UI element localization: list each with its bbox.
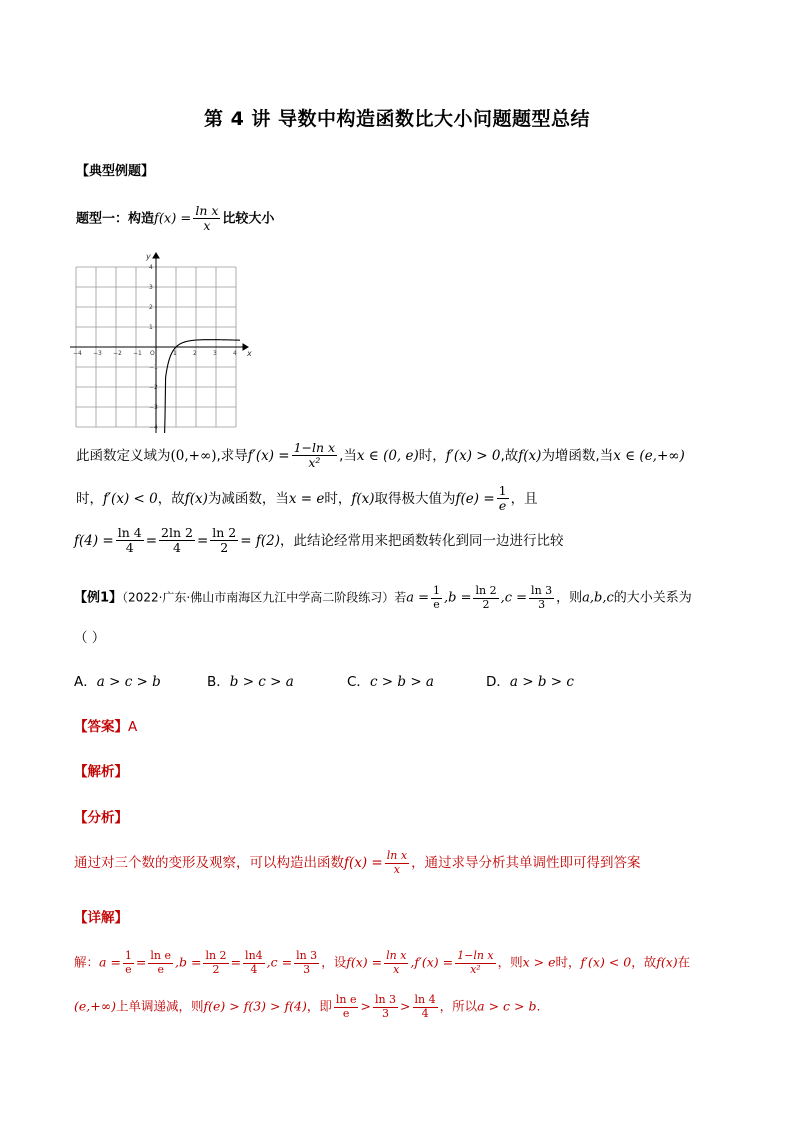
frac-num: 1 <box>498 483 507 498</box>
text: 时， <box>76 490 103 507</box>
equals: = <box>230 954 242 970</box>
text: 时， <box>324 490 352 507</box>
analysis-line-2 <box>76 484 538 514</box>
frac-num: ln 4 <box>414 993 436 1006</box>
text: 为增函数,当 <box>541 447 614 464</box>
fraction <box>373 994 398 1020</box>
function-graph <box>70 252 255 431</box>
fraction <box>123 950 134 976</box>
type1-frac-den: x <box>203 218 211 234</box>
origin-label: O <box>150 350 155 357</box>
func: f(x) = <box>344 855 383 872</box>
y-axis-label: y <box>146 252 151 261</box>
x-tick-label: −2 <box>113 350 122 357</box>
frac-num: ln 2 <box>205 949 227 962</box>
text: ,故 <box>500 447 519 464</box>
a-eq: a = <box>406 590 429 606</box>
text: ,求导 <box>216 447 248 464</box>
fraction <box>529 585 554 611</box>
analysis-label: 【分析】 <box>74 810 128 826</box>
option-key: D． <box>486 674 510 690</box>
option-d[interactable] <box>486 670 574 690</box>
frac-num: ln x <box>386 949 407 962</box>
frac-den: 4 <box>125 540 134 556</box>
option-text: c > b > a <box>369 674 434 690</box>
x-tick-label: −4 <box>73 350 82 357</box>
fraction <box>210 526 238 556</box>
domain: (0,+∞) <box>170 447 217 464</box>
text: 时， <box>555 954 581 970</box>
interval-2: x ∈ (e,+∞) <box>613 447 685 464</box>
frac-num: 1−ln x <box>457 949 494 962</box>
greater-than: > <box>360 998 371 1014</box>
page-title: 第 4 讲 导数中构造函数比大小问题题型总结 <box>203 108 591 130</box>
derivative-fraction <box>292 441 338 471</box>
type1-suffix: 比较大小 <box>222 211 275 227</box>
equals: = <box>135 954 147 970</box>
answer-blank: （ ） <box>74 630 106 646</box>
option-b[interactable] <box>207 670 294 690</box>
fraction <box>294 950 319 976</box>
option-text: a > b > c <box>509 674 574 690</box>
frac-num: 1−ln x <box>293 440 336 455</box>
text: ，通过求导分析其单调性即可得到答案 <box>411 855 641 872</box>
frac-den: e <box>498 498 507 514</box>
type1-label: 题型一：构造 <box>76 211 155 227</box>
derivative-positive: f′(x) > 0 <box>445 447 501 464</box>
fraction <box>243 950 265 976</box>
frac-den: e <box>433 597 440 611</box>
solution-label: 【解析】 <box>74 764 128 780</box>
frac-num: ln 2 <box>212 525 237 540</box>
fraction <box>116 526 144 556</box>
option-key: C． <box>347 674 370 690</box>
y-tick-label: −3 <box>149 404 158 411</box>
text: 时， <box>418 447 446 464</box>
interval: (e,+∞) <box>74 998 117 1014</box>
x-tick-label: −3 <box>93 350 102 357</box>
x-gt-e: x > e <box>522 954 556 970</box>
x-tick-label: 3 <box>213 350 217 357</box>
fx: f(x) = <box>346 954 383 970</box>
fraction <box>334 994 359 1020</box>
x-axis-label: x <box>247 349 252 358</box>
text: 通过对三个数的变形及观察，可以构造出函数 <box>74 855 344 872</box>
final-inequality: a > c > b <box>477 998 537 1014</box>
x-tick-label: 4 <box>233 350 237 357</box>
answer-line <box>74 715 137 735</box>
frac-den: x² <box>308 455 321 471</box>
y-tick-label: −1 <box>149 364 158 371</box>
fraction <box>431 585 442 611</box>
option-key: B． <box>207 674 230 690</box>
graph-axes <box>70 253 248 433</box>
frac-num: ln 3 <box>296 949 318 962</box>
text: 取得极大值为 <box>374 490 456 507</box>
interval-1: x ∈ (0, e) <box>356 447 419 464</box>
b-eq: ,b = <box>175 954 202 970</box>
fx: f(x) <box>656 954 678 970</box>
frac-den: 3 <box>538 597 546 611</box>
analysis-line-1 <box>76 441 685 471</box>
text: ，故 <box>631 954 657 970</box>
type1-fraction <box>193 204 220 234</box>
y-tick-label: 3 <box>149 284 153 291</box>
fraction <box>384 950 408 976</box>
max-value-fraction <box>497 484 509 514</box>
detail-line-2 <box>74 994 540 1020</box>
frac-num: 1 <box>433 584 440 597</box>
equals: = <box>196 532 209 549</box>
text: ，故 <box>157 490 185 507</box>
f-of-4: f(4) = <box>74 532 114 549</box>
type1-frac-num: ln x <box>195 203 219 218</box>
inequality: f(e) > f(3) > f(4) <box>203 998 307 1014</box>
frac-den: 2 <box>212 962 220 976</box>
text: 为减函数，当 <box>207 490 289 507</box>
example-source: （2022·广东·佛山市南海区九江中学高二阶段练习）若 <box>122 590 407 605</box>
text: ，设 <box>321 954 347 970</box>
fraction <box>385 850 409 876</box>
frac-den: x <box>393 962 400 976</box>
frac-den: x² <box>470 962 481 976</box>
y-tick-label: 1 <box>149 324 153 331</box>
fx: f(x) <box>518 447 542 464</box>
fraction <box>203 950 228 976</box>
type1-heading <box>76 204 274 234</box>
graph-tick-labels <box>73 252 252 431</box>
equals: = <box>145 532 158 549</box>
text: 解： <box>74 954 100 970</box>
frac-den: e <box>125 962 132 976</box>
text: ,当 <box>339 447 357 464</box>
frac-num: ln 3 <box>374 993 397 1006</box>
frac-num: ln x <box>386 849 408 862</box>
vars: a,b,c <box>582 590 614 606</box>
frac-num: ln 2 <box>475 584 497 597</box>
frac-num: ln e <box>335 993 357 1006</box>
text: 的大小关系为 <box>613 590 692 606</box>
text: ，所以 <box>439 998 478 1014</box>
fraction <box>148 950 173 976</box>
frac-den: 4 <box>421 1006 429 1020</box>
answer-label: 【答案】 <box>74 719 128 735</box>
frac-num: 1 <box>124 949 132 962</box>
x-tick-label: 1 <box>173 350 177 357</box>
text: 此函数定义域为 <box>76 447 171 464</box>
option-c[interactable] <box>347 670 434 690</box>
example-tag: 【例1】 <box>74 590 123 606</box>
frac-den: e <box>157 962 164 976</box>
derivative: ,f′(x) = <box>410 954 454 970</box>
fraction <box>159 526 195 556</box>
frac-den: 3 <box>303 962 311 976</box>
c-eq: ,c = <box>500 590 528 606</box>
frac-den: 3 <box>381 1006 389 1020</box>
frac-den: 4 <box>250 962 258 976</box>
frac-den: 2 <box>482 597 490 611</box>
f-of-e: f(e) = <box>455 490 495 507</box>
x-tick-label: 2 <box>193 350 197 357</box>
option-key: A． <box>74 674 97 690</box>
fx: f(x) <box>184 490 208 507</box>
y-tick-label: 2 <box>149 304 153 311</box>
y-tick-label: −2 <box>149 384 158 391</box>
frac-num: 2ln 2 <box>161 525 193 540</box>
analysis-text <box>74 850 641 876</box>
answer-value: A <box>128 719 138 735</box>
text: ，则 <box>556 590 583 606</box>
frac-num: ln 4 <box>117 525 142 540</box>
type1-func: f(x) = <box>154 211 192 227</box>
detail-line-1 <box>74 950 690 976</box>
y-axis-arrow <box>153 253 159 258</box>
fraction <box>455 950 496 976</box>
option-text: b > c > a <box>229 674 294 690</box>
frac-den: x <box>393 862 401 876</box>
frac-num: ln 3 <box>531 584 553 597</box>
text: ，则 <box>497 954 523 970</box>
x-equals-e: x = e <box>288 490 325 507</box>
text: 在 <box>677 954 691 970</box>
derivative-expr: f′(x) = <box>247 447 290 464</box>
frac-den: 4 <box>173 540 181 556</box>
text: ，且 <box>510 490 538 507</box>
fx: f(x) <box>351 490 375 507</box>
frac-den: e <box>342 1006 350 1020</box>
greater-than: > <box>400 998 411 1014</box>
f-of-2: = f(2) <box>240 532 280 549</box>
y-tick-label: 4 <box>149 264 153 271</box>
derivative-negative: f′(x) < 0 <box>580 954 632 970</box>
frac-num: ln4 <box>245 949 263 962</box>
y-tick-label: −4 <box>149 424 158 431</box>
option-a[interactable] <box>74 670 161 690</box>
text: ，此结论经常用来把函数转化到同一边进行比较 <box>280 532 564 549</box>
frac-den: 2 <box>220 540 229 556</box>
x-tick-label: −1 <box>133 350 142 357</box>
derivative-negative: f′(x) < 0 <box>103 490 158 507</box>
text: 上单调递减，则 <box>116 998 204 1014</box>
detail-label: 【详解】 <box>74 910 128 926</box>
frac-num: ln e <box>150 949 172 962</box>
analysis-line-3 <box>74 526 564 556</box>
text: . <box>536 998 541 1014</box>
c-eq: ,c = <box>266 954 293 970</box>
b-eq: ,b = <box>444 590 472 606</box>
fraction <box>473 585 498 611</box>
section-header: 【典型例题】 <box>76 164 155 179</box>
fraction <box>413 994 438 1020</box>
text: ，即 <box>306 998 332 1014</box>
a-eq: a = <box>99 954 121 970</box>
option-text: a > c > b <box>96 674 161 690</box>
example-1-question <box>74 585 692 611</box>
